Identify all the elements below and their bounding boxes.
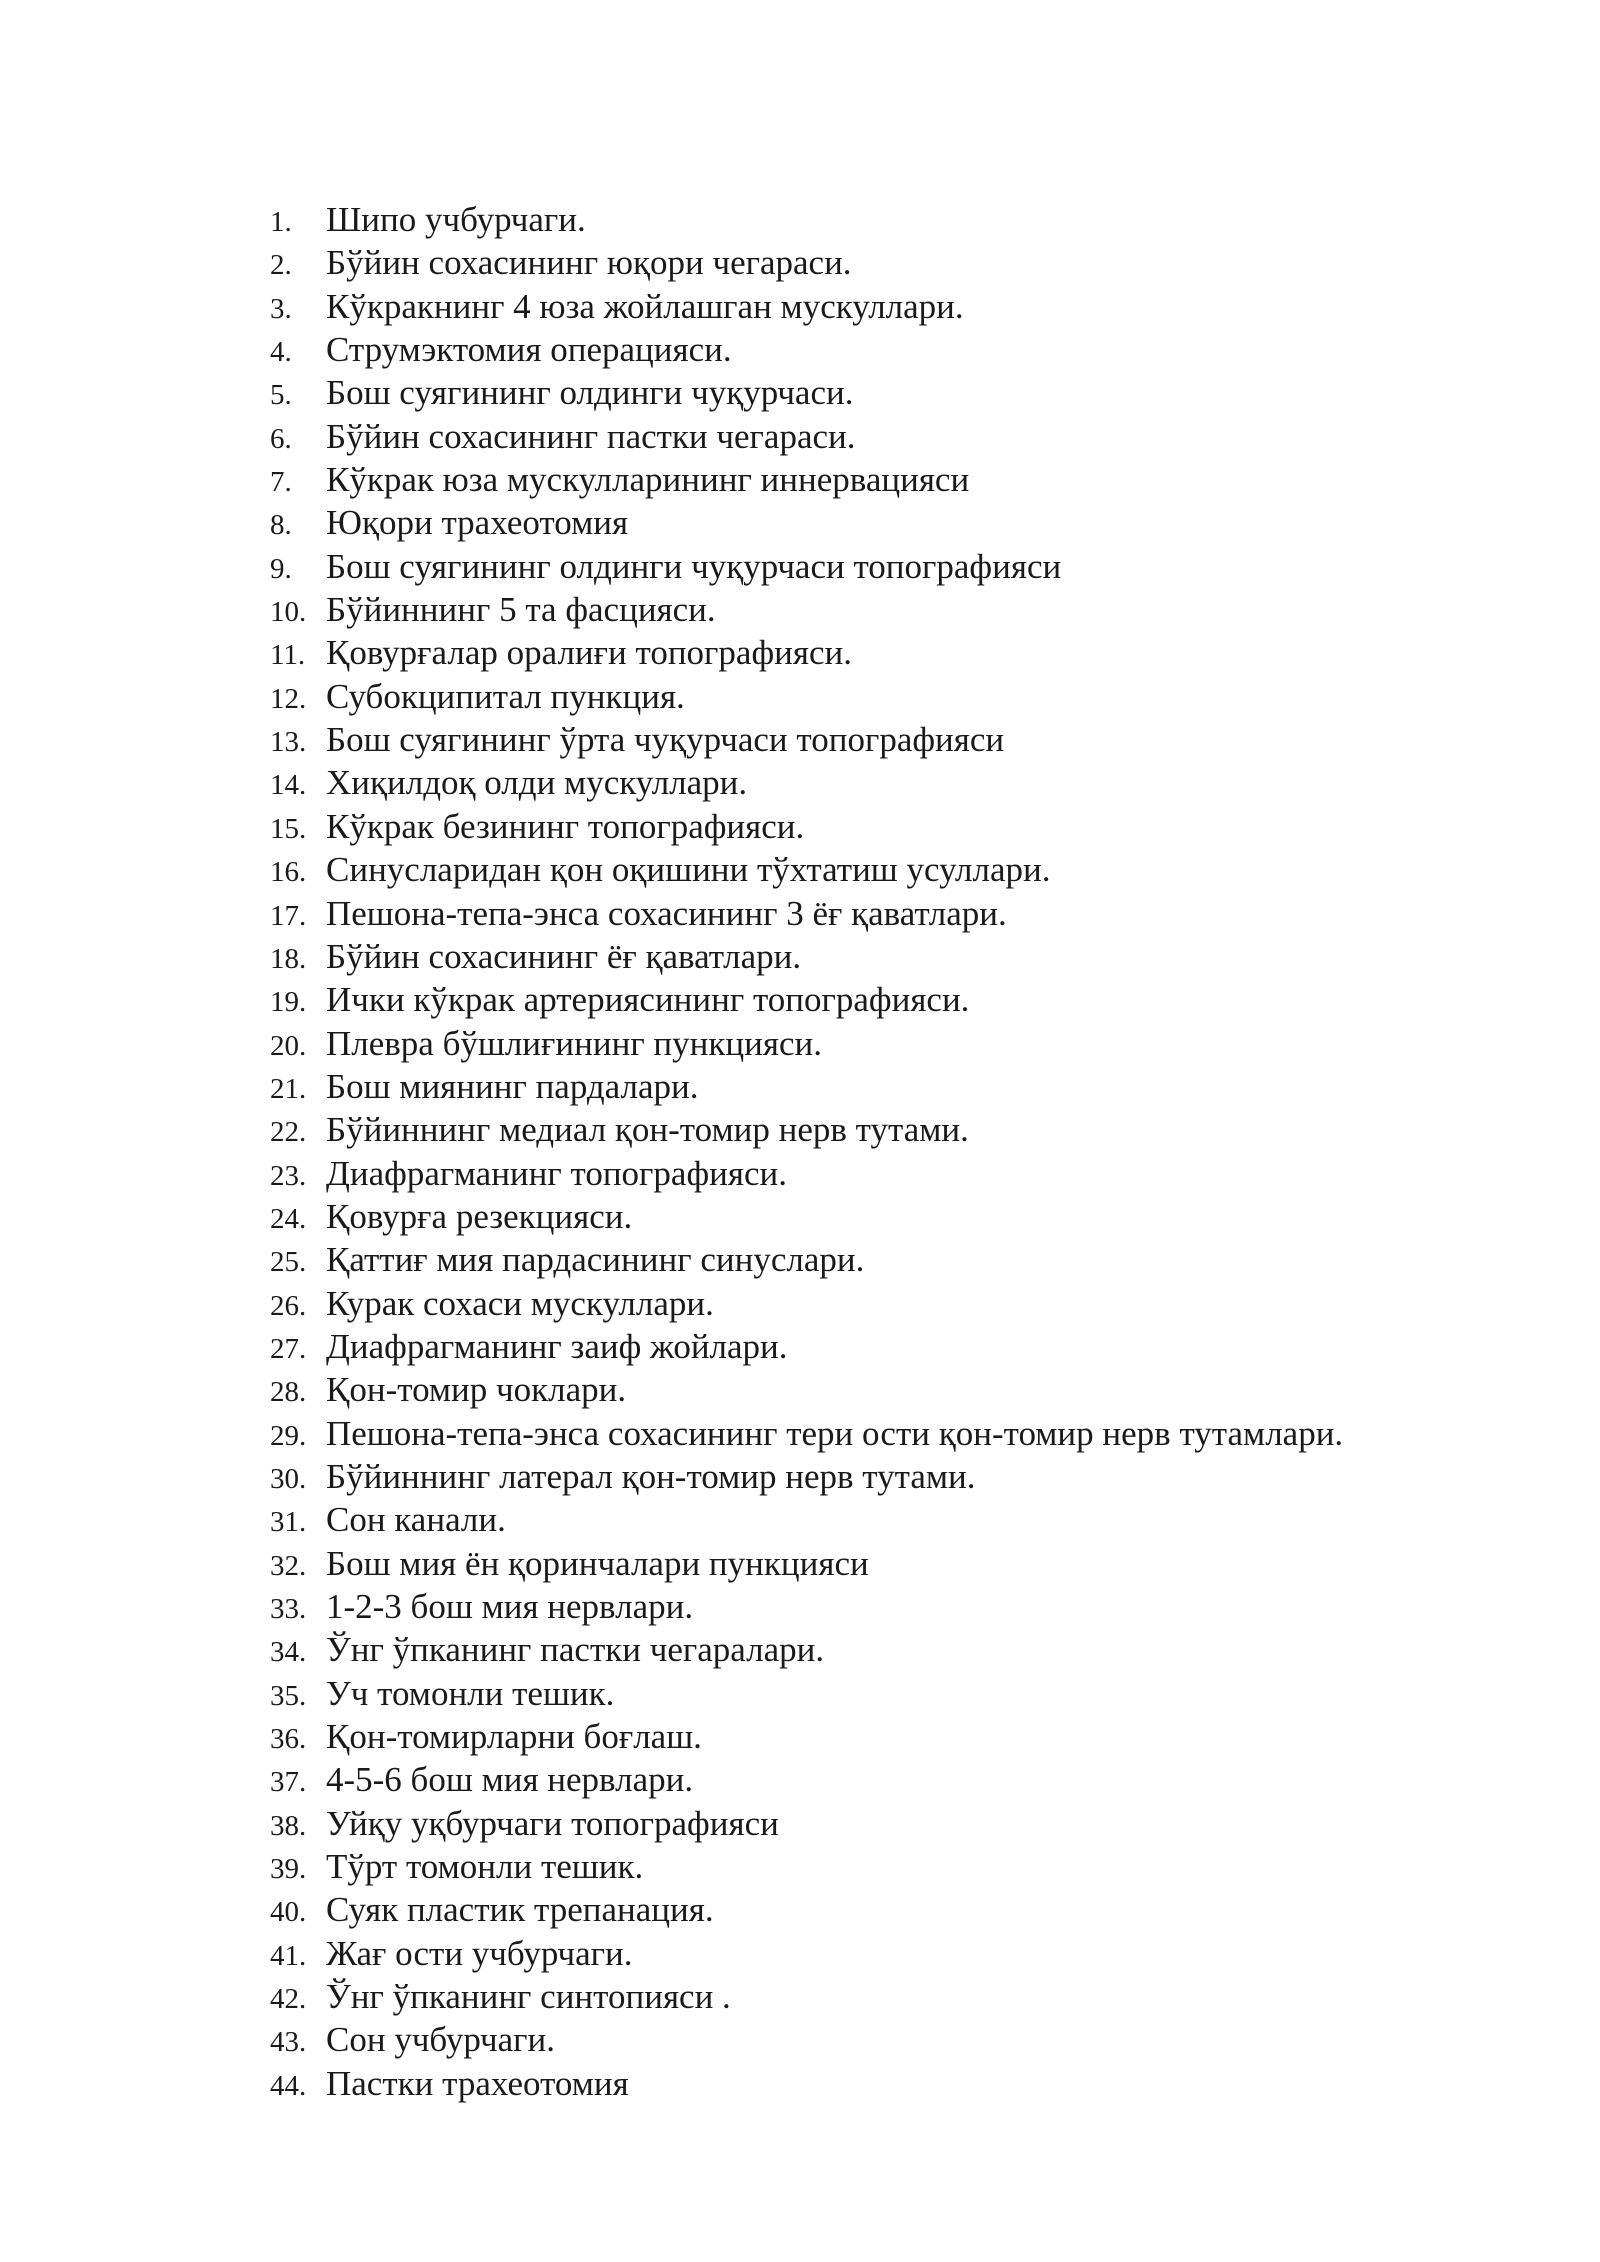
item-number: 38. <box>270 1809 307 1842</box>
list-item <box>270 2062 1343 2105</box>
item-text: Жағ ости учбурчаги. <box>326 1933 633 1973</box>
item-number: 27. <box>270 1332 307 1365</box>
list-item <box>270 761 1343 804</box>
list-item <box>270 1152 1343 1195</box>
list-item <box>270 285 1343 328</box>
list-item <box>270 2018 1343 2061</box>
item-text: Бўйин сохасининг ёғ қаватлари. <box>326 936 802 976</box>
question-list <box>270 198 1343 2105</box>
item-text: Бош суягининг ўрта чуқурчаси топографияси <box>326 720 1005 760</box>
item-number: 4. <box>270 336 292 369</box>
item-number: 31. <box>270 1506 307 1539</box>
list-item <box>270 848 1343 891</box>
item-text: Ўнг ўпканинг пастки чегаралари. <box>326 1630 825 1670</box>
item-text: Бош суягининг олдинги чуқурчаси топографияси <box>326 546 1062 586</box>
item-number: 10. <box>270 596 307 629</box>
list-item <box>270 718 1343 761</box>
item-text: Курак сохаси мускуллари. <box>326 1283 714 1323</box>
list-item <box>270 458 1343 501</box>
list-item <box>270 415 1343 458</box>
list-item <box>270 1065 1343 1108</box>
item-number: 3. <box>270 292 292 325</box>
list-item <box>270 241 1343 284</box>
item-text: Кўкракнинг 4 юза жойлашган мускуллари. <box>326 286 964 326</box>
item-number: 36. <box>270 1723 307 1756</box>
list-item <box>270 1802 1343 1845</box>
item-text: Струмэктомия операцияси. <box>326 330 732 370</box>
item-number: 32. <box>270 1549 307 1582</box>
item-text: Юқори трахеотомия <box>326 503 629 543</box>
list-item <box>270 1412 1343 1455</box>
item-text: Кўкрак безининг топографияси. <box>326 806 805 846</box>
item-text: Қовурғалар оралиғи топографияси. <box>326 633 852 673</box>
list-item <box>270 371 1343 414</box>
list-item <box>270 675 1343 718</box>
item-number: 2. <box>270 249 292 282</box>
list-item <box>270 1195 1343 1238</box>
item-text: Бўйиннинг медиал қон-томир нерв тутами. <box>326 1110 969 1150</box>
list-item <box>270 1888 1343 1931</box>
item-number: 42. <box>270 1983 307 2016</box>
item-number: 24. <box>270 1202 307 1235</box>
item-text: Субокципитал пункция. <box>326 676 685 716</box>
item-number: 35. <box>270 1679 307 1712</box>
list-item <box>270 198 1343 241</box>
item-number: 19. <box>270 986 307 1019</box>
item-text: Шипо учбурчаги. <box>326 200 586 239</box>
item-text: Хиқилдоқ олди мускуллари. <box>326 763 748 803</box>
item-number: 14. <box>270 769 307 802</box>
list-item <box>270 1368 1343 1411</box>
item-number: 39. <box>270 1853 307 1886</box>
item-number: 26. <box>270 1289 307 1322</box>
item-number: 30. <box>270 1462 307 1495</box>
item-text: Сон учбурчаги. <box>326 2020 556 2060</box>
item-text: Бош суягининг олдинги чуқурчаси. <box>326 373 854 413</box>
item-text: Диафрагманинг заиф жойлари. <box>326 1326 788 1366</box>
list-item <box>270 545 1343 588</box>
item-text: Бош миянинг пардалари. <box>326 1066 699 1106</box>
item-number: 21. <box>270 1072 307 1105</box>
item-text: 4-5-6 бош мия нервлари. <box>326 1760 694 1800</box>
item-number: 18. <box>270 942 307 975</box>
item-text: Диафрагманинг топографияси. <box>326 1153 787 1193</box>
item-number: 20. <box>270 1029 307 1062</box>
list-item <box>270 501 1343 544</box>
list-item <box>270 631 1343 674</box>
item-text: Бўйиннинг латерал қон-томир нерв тутами. <box>326 1456 976 1496</box>
item-number: 22. <box>270 1116 307 1149</box>
list-item <box>270 328 1343 371</box>
list-item <box>270 935 1343 978</box>
list-item <box>270 805 1343 848</box>
item-number: 11. <box>270 639 306 672</box>
item-number: 37. <box>270 1766 307 1799</box>
list-item <box>270 978 1343 1021</box>
item-number: 29. <box>270 1419 307 1452</box>
list-item <box>270 1542 1343 1585</box>
item-text: Тўрт томонли тешик. <box>326 1847 644 1887</box>
list-item <box>270 1282 1343 1325</box>
item-text: Ўнг ўпканинг синтопияси . <box>326 1977 731 2017</box>
item-number: 13. <box>270 726 307 759</box>
item-text: Бош мия ён қоринчалари пункцияси <box>326 1543 869 1583</box>
item-number: 1. <box>270 206 292 238</box>
item-number: 9. <box>270 552 292 585</box>
item-text: Қон-томир чоклари. <box>326 1370 627 1410</box>
item-text: Ички кўкрак артериясининг топографияси. <box>326 980 970 1020</box>
item-number: 5. <box>270 379 292 412</box>
list-item <box>270 1108 1343 1151</box>
item-number: 23. <box>270 1159 307 1192</box>
list-item <box>270 1715 1343 1758</box>
item-text: Бўйин сохасининг пастки чегараси. <box>326 416 856 456</box>
list-item <box>270 1498 1343 1541</box>
list-item <box>270 1585 1343 1628</box>
list-item <box>270 588 1343 631</box>
list-item <box>270 1845 1343 1888</box>
item-text: 1-2-3 бош мия нервлари. <box>326 1587 694 1626</box>
item-text: Қон-томирларни боғлаш. <box>326 1717 702 1757</box>
item-number: 12. <box>270 682 307 715</box>
item-number: 25. <box>270 1246 307 1279</box>
item-number: 44. <box>270 2069 307 2102</box>
item-number: 8. <box>270 509 292 542</box>
item-text: Сон канали. <box>326 1500 506 1540</box>
list-item <box>270 1758 1343 1801</box>
list-item <box>270 1628 1343 1671</box>
item-number: 43. <box>270 2026 307 2059</box>
item-number: 40. <box>270 1896 307 1929</box>
list-item <box>270 1022 1343 1065</box>
item-text: Кўкрак юза мускулларининг иннервацияси <box>326 460 970 500</box>
item-text: Плевра бўшлиғининг пункцияси. <box>326 1023 822 1063</box>
item-number: 33. <box>270 1593 307 1625</box>
item-number: 34. <box>270 1636 307 1669</box>
item-text: Уйқу уқбурчаги топографияси <box>326 1803 779 1843</box>
item-text: Пастки трахеотомия <box>326 2063 629 2103</box>
item-number: 16. <box>270 856 307 889</box>
item-text: Уч томонли тешик. <box>326 1673 615 1713</box>
item-text: Қовурға резекцияси. <box>326 1196 633 1236</box>
item-text: Суяк пластик трепанация. <box>326 1890 714 1930</box>
list-item <box>270 1455 1343 1498</box>
item-text: Пешона-тепа-энса сохасининг 3 ёғ қаватлари. <box>326 893 1007 933</box>
item-text: Синусларидан қон оқишини тўхтатиш усуллари. <box>326 850 1051 890</box>
list-item <box>270 1238 1343 1281</box>
item-number: 17. <box>270 899 307 932</box>
list-item <box>270 1975 1343 2018</box>
list-item <box>270 1325 1343 1368</box>
item-number: 41. <box>270 1939 307 1972</box>
item-number: 6. <box>270 422 292 455</box>
item-text: Бўйиннинг 5 та фасцияси. <box>326 590 716 630</box>
item-number: 7. <box>270 466 292 499</box>
item-text: Бўйин сохасининг юқори чегараси. <box>326 243 852 283</box>
item-text: Қаттиғ мия пардасининг синуслари. <box>326 1240 865 1280</box>
item-number: 28. <box>270 1376 307 1409</box>
item-text: Пешона-тепа-энса сохасининг тери ости қон-томир нерв тутамлари. <box>326 1413 1344 1453</box>
list-item <box>270 1932 1343 1975</box>
item-number: 15. <box>270 812 307 845</box>
list-item <box>270 1672 1343 1715</box>
list-item <box>270 892 1343 935</box>
